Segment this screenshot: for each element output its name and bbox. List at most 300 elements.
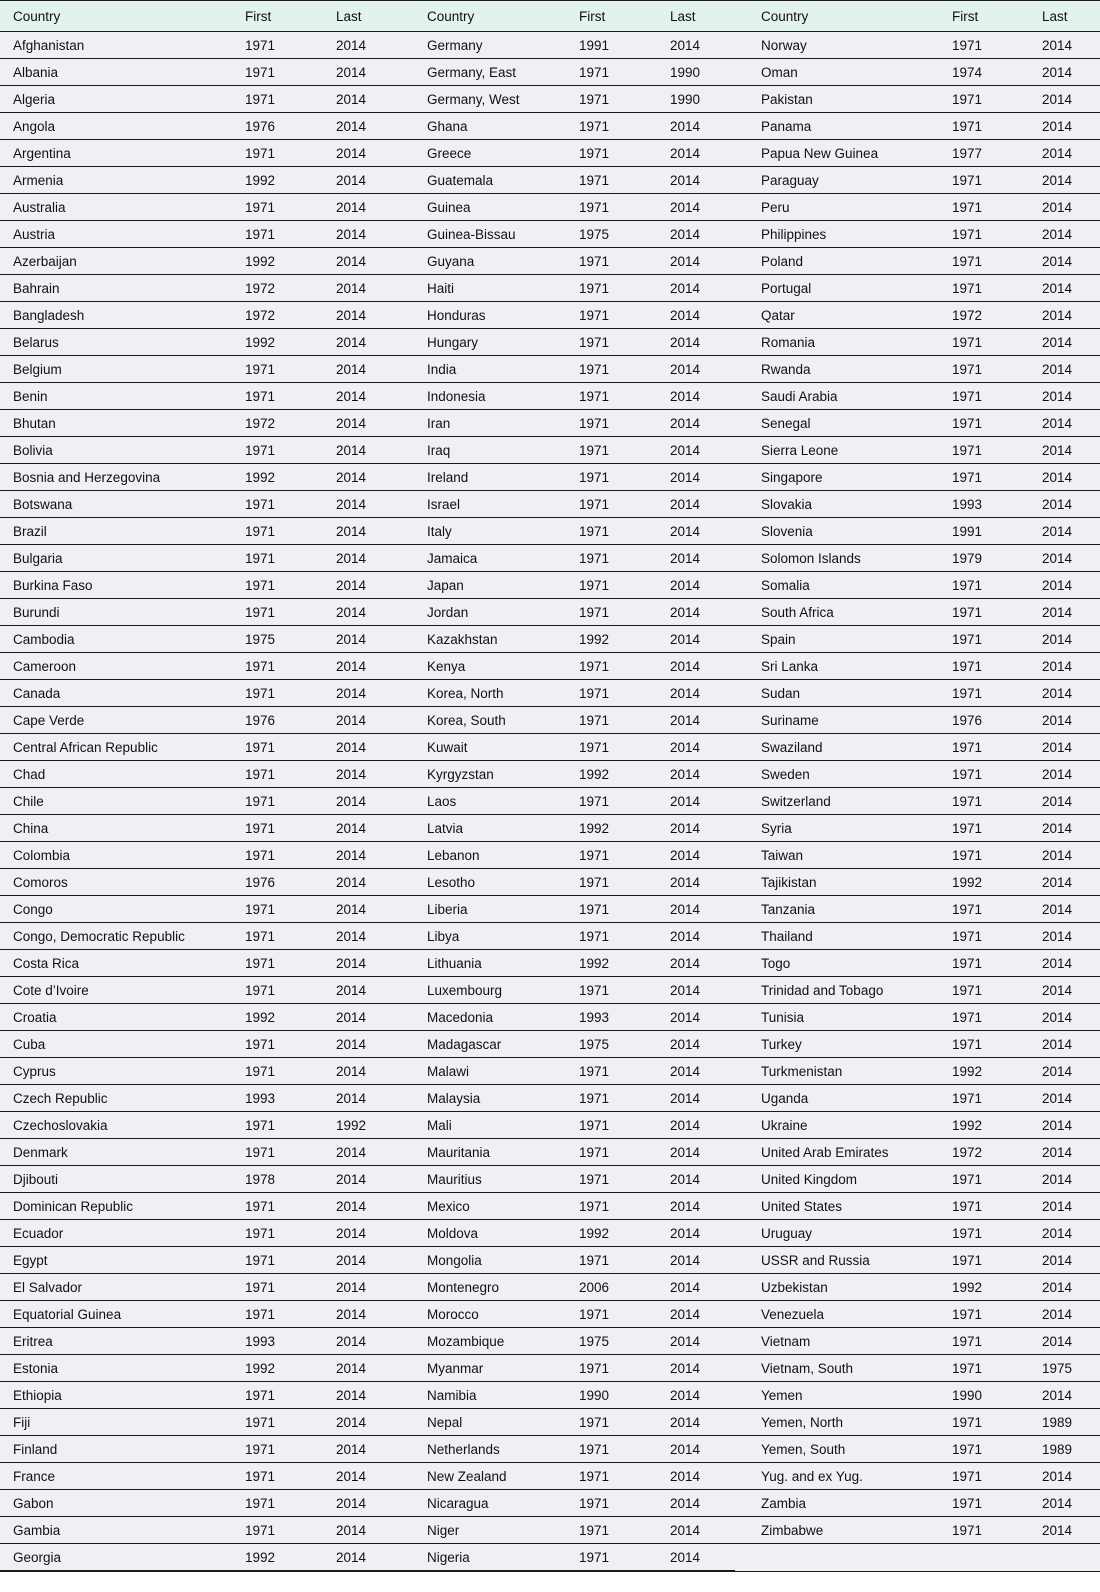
first-cell: 1971 [579, 713, 610, 728]
last-cell: 2014 [1042, 497, 1073, 512]
country-cell: Solomon Islands [761, 551, 861, 566]
country-cell: Liberia [427, 902, 468, 917]
first-cell: 1971 [579, 119, 610, 134]
table-row [0, 977, 1100, 1004]
first-cell: 1971 [579, 1496, 610, 1511]
first-cell: 1971 [245, 200, 276, 215]
table-row [0, 1220, 1100, 1247]
country-cell: Mauritius [427, 1172, 482, 1187]
first-cell: 1971 [245, 686, 276, 701]
country-cell: Paraguay [761, 173, 819, 188]
last-cell: 2014 [670, 1307, 701, 1322]
first-cell: 1974 [952, 65, 983, 80]
first-cell: 1975 [579, 227, 610, 242]
first-cell: 1971 [245, 1064, 276, 1079]
first-cell: 1978 [245, 1172, 276, 1187]
last-cell: 2014 [336, 983, 367, 998]
first-cell: 1971 [952, 1442, 983, 1457]
table-row [0, 1193, 1100, 1220]
country-cell: Norway [761, 38, 807, 53]
last-cell: 2014 [670, 551, 701, 566]
country-cell: Moldova [427, 1226, 479, 1241]
last-cell: 2014 [1042, 1226, 1073, 1241]
header-first-2: First [579, 8, 606, 24]
country-cell: Slovakia [761, 497, 813, 512]
table-row [0, 1247, 1100, 1274]
first-cell: 1971 [579, 1091, 610, 1106]
first-cell: 1971 [579, 578, 610, 593]
last-cell: 2014 [336, 497, 367, 512]
first-cell: 1971 [245, 821, 276, 836]
table-row [0, 1058, 1100, 1085]
table-bottom-border [0, 1571, 1100, 1572]
last-cell: 2014 [1042, 1334, 1073, 1349]
country-cell: Vietnam [761, 1334, 811, 1349]
country-cell: Uzbekistan [761, 1280, 828, 1295]
country-cell: Uganda [761, 1091, 809, 1106]
last-cell: 2014 [336, 767, 367, 782]
country-cell: Mongolia [427, 1253, 482, 1268]
country-cell: Madagascar [427, 1037, 502, 1052]
table-row [0, 1274, 1100, 1301]
last-cell: 2014 [336, 902, 367, 917]
table-row [0, 923, 1100, 950]
last-cell: 2014 [670, 605, 701, 620]
last-cell: 2014 [670, 929, 701, 944]
country-cell: Bangladesh [13, 308, 85, 323]
first-cell: 1971 [245, 1199, 276, 1214]
first-cell: 1972 [245, 308, 276, 323]
last-cell: 2014 [336, 146, 367, 161]
last-cell: 2014 [336, 443, 367, 458]
country-cell: Latvia [427, 821, 464, 836]
country-cell: Kenya [427, 659, 466, 674]
first-cell: 1971 [579, 1415, 610, 1430]
country-cell: United States [761, 1199, 843, 1214]
first-cell: 1971 [579, 470, 610, 485]
first-cell: 1971 [579, 902, 610, 917]
country-cell: Rwanda [761, 362, 811, 377]
first-cell: 1992 [952, 1280, 983, 1295]
first-cell: 1971 [579, 1307, 610, 1322]
first-cell: 1971 [579, 1523, 610, 1538]
first-cell: 1971 [245, 767, 276, 782]
last-cell: 2014 [1042, 821, 1073, 836]
country-cell: Switzerland [761, 794, 831, 809]
first-cell: 1971 [579, 1064, 610, 1079]
table-row [0, 491, 1100, 518]
last-cell: 2014 [670, 1280, 701, 1295]
last-cell: 2014 [1042, 713, 1073, 728]
last-cell: 2014 [670, 443, 701, 458]
first-cell: 1971 [245, 551, 276, 566]
last-cell: 2014 [336, 119, 367, 134]
country-cell: Sierra Leone [761, 443, 839, 458]
first-cell: 1971 [579, 1442, 610, 1457]
first-cell: 1971 [952, 740, 983, 755]
last-cell: 2014 [670, 686, 701, 701]
first-cell: 1992 [245, 1550, 276, 1565]
table-row [0, 599, 1100, 626]
header-first-3: First [952, 8, 979, 24]
header-country-3: Country [761, 8, 809, 24]
first-cell: 1971 [952, 1091, 983, 1106]
table-row [0, 707, 1100, 734]
last-cell: 2014 [670, 1064, 701, 1079]
first-cell: 1992 [245, 254, 276, 269]
first-cell: 1971 [579, 65, 610, 80]
last-cell: 2014 [336, 389, 367, 404]
first-cell: 1991 [952, 524, 983, 539]
last-cell: 2014 [670, 983, 701, 998]
table-row [0, 1004, 1100, 1031]
header-last-3: Last [1042, 8, 1068, 24]
first-cell: 1971 [952, 119, 983, 134]
country-cell: Germany, West [427, 92, 520, 107]
last-cell: 2014 [670, 200, 701, 215]
last-cell: 2014 [1042, 1199, 1073, 1214]
country-cell: Tunisia [761, 1010, 805, 1025]
country-cell: Estonia [13, 1361, 59, 1376]
last-cell: 1990 [670, 65, 701, 80]
last-cell: 2014 [336, 1469, 367, 1484]
first-cell: 1971 [579, 794, 610, 809]
last-cell: 2014 [336, 38, 367, 53]
last-cell: 2014 [670, 1469, 701, 1484]
last-cell: 2014 [1042, 1307, 1073, 1322]
first-cell: 1971 [245, 1496, 276, 1511]
last-cell: 2014 [670, 767, 701, 782]
country-cell: Finland [13, 1442, 58, 1457]
last-cell: 2014 [670, 146, 701, 161]
table-row [0, 329, 1100, 356]
table-row [0, 653, 1100, 680]
country-cell: Bhutan [13, 416, 56, 431]
last-cell: 2014 [1042, 740, 1073, 755]
last-cell: 2014 [670, 389, 701, 404]
first-cell: 1971 [579, 362, 610, 377]
country-cell: Costa Rica [13, 956, 80, 971]
last-cell: 2014 [336, 686, 367, 701]
first-cell: 1971 [579, 200, 610, 215]
last-cell: 2014 [336, 1064, 367, 1079]
table-row [0, 626, 1100, 653]
last-cell: 2014 [670, 416, 701, 431]
first-cell: 1971 [579, 875, 610, 890]
country-cell: Luxembourg [427, 983, 503, 998]
table-row [0, 383, 1100, 410]
last-cell: 2014 [336, 1091, 367, 1106]
first-cell: 1971 [245, 1253, 276, 1268]
country-cell: Congo [13, 902, 53, 917]
country-cell: Thailand [761, 929, 813, 944]
country-cell: Gabon [13, 1496, 54, 1511]
first-cell: 1972 [245, 281, 276, 296]
last-cell: 2014 [670, 875, 701, 890]
table-row [0, 815, 1100, 842]
last-cell: 2014 [670, 821, 701, 836]
first-cell: 1976 [245, 713, 276, 728]
table-row [0, 59, 1100, 86]
last-cell: 2014 [670, 308, 701, 323]
last-cell: 2014 [1042, 227, 1073, 242]
country-cell: Venezuela [761, 1307, 825, 1322]
last-cell: 2014 [1042, 794, 1073, 809]
last-cell: 2014 [1042, 1145, 1073, 1160]
last-cell: 2014 [336, 92, 367, 107]
first-cell: 1975 [579, 1037, 610, 1052]
table-row [0, 248, 1100, 275]
country-cell: Belgium [13, 362, 62, 377]
first-cell: 1971 [952, 389, 983, 404]
last-cell: 2014 [670, 1442, 701, 1457]
table-row [0, 194, 1100, 221]
last-cell: 2014 [1042, 524, 1073, 539]
first-cell: 1971 [245, 65, 276, 80]
last-cell: 2014 [670, 1091, 701, 1106]
last-cell: 2014 [336, 821, 367, 836]
last-cell: 2014 [336, 524, 367, 539]
first-cell: 1971 [245, 1226, 276, 1241]
first-cell: 1971 [952, 1010, 983, 1025]
country-cell: Oman [761, 65, 798, 80]
last-cell: 2014 [1042, 956, 1073, 971]
country-cell: Comoros [13, 875, 68, 890]
last-cell: 2014 [336, 1037, 367, 1052]
last-cell: 2014 [1042, 1091, 1073, 1106]
last-cell: 2014 [670, 1334, 701, 1349]
country-cell: Macedonia [427, 1010, 494, 1025]
country-cell: Romania [761, 335, 816, 350]
country-cell: Zambia [761, 1496, 807, 1511]
first-cell: 1993 [579, 1010, 610, 1025]
table-row [0, 1355, 1100, 1382]
country-cell: Chile [13, 794, 44, 809]
country-cell: Germany, East [427, 65, 517, 80]
last-cell: 2014 [1042, 281, 1073, 296]
first-cell: 1971 [579, 848, 610, 863]
first-cell: 1992 [579, 632, 610, 647]
first-cell: 1971 [245, 1523, 276, 1538]
last-cell: 2014 [1042, 1469, 1073, 1484]
first-cell: 1971 [245, 362, 276, 377]
last-cell: 2014 [1042, 65, 1073, 80]
table-row [0, 1436, 1100, 1463]
table-row [0, 302, 1100, 329]
last-cell: 2014 [336, 875, 367, 890]
last-cell: 2014 [336, 1253, 367, 1268]
first-cell: 1971 [579, 497, 610, 512]
country-cell: Turkmenistan [761, 1064, 843, 1079]
country-cell: Equatorial Guinea [13, 1307, 122, 1322]
country-cell: Malawi [427, 1064, 470, 1079]
last-cell: 2014 [1042, 362, 1073, 377]
last-cell: 2014 [1042, 1388, 1073, 1403]
last-cell: 2014 [1042, 173, 1073, 188]
last-cell: 2014 [336, 632, 367, 647]
last-cell: 2014 [670, 1199, 701, 1214]
first-cell: 1992 [245, 1361, 276, 1376]
country-cell: Mali [427, 1118, 452, 1133]
table-row [0, 1301, 1100, 1328]
country-cell: Lesotho [427, 875, 476, 890]
first-cell: 1971 [579, 1172, 610, 1187]
first-cell: 1971 [245, 443, 276, 458]
first-cell: 1971 [952, 38, 983, 53]
last-cell: 2014 [336, 551, 367, 566]
table-row [0, 734, 1100, 761]
country-cell: China [13, 821, 49, 836]
country-cell: Fiji [13, 1415, 31, 1430]
country-cell: Lebanon [427, 848, 480, 863]
table-row [0, 842, 1100, 869]
country-cell: Yug. and ex Yug. [761, 1469, 863, 1484]
last-cell: 1992 [336, 1118, 367, 1133]
country-cell: Morocco [427, 1307, 479, 1322]
last-cell: 2014 [1042, 443, 1073, 458]
first-cell: 2006 [579, 1280, 610, 1295]
country-cell: Albania [13, 65, 59, 80]
country-cell: Cyprus [13, 1064, 56, 1079]
table-row [0, 1463, 1100, 1490]
country-cell: Laos [427, 794, 457, 809]
table-row [0, 167, 1100, 194]
first-cell: 1993 [245, 1091, 276, 1106]
first-cell: 1971 [952, 1415, 983, 1430]
country-cell: Panama [761, 119, 812, 134]
first-cell: 1971 [579, 308, 610, 323]
first-cell: 1971 [245, 92, 276, 107]
country-cell: Sri Lanka [761, 659, 819, 674]
country-cell: Niger [427, 1523, 460, 1538]
country-cell: Slovenia [761, 524, 813, 539]
country-cell: Israel [427, 497, 461, 512]
country-cell: Philippines [761, 227, 827, 242]
first-cell: 1971 [952, 173, 983, 188]
country-cell: Egypt [13, 1253, 48, 1268]
header-first-1: First [245, 8, 272, 24]
first-cell: 1971 [579, 929, 610, 944]
country-cell: Austria [13, 227, 56, 242]
first-cell: 1971 [579, 281, 610, 296]
country-cell: Senegal [761, 416, 811, 431]
country-cell: Hungary [427, 335, 479, 350]
country-cell: Guinea [427, 200, 471, 215]
first-cell: 1971 [579, 1253, 610, 1268]
first-cell: 1971 [952, 686, 983, 701]
country-cell: Kazakhstan [427, 632, 498, 647]
table-row [0, 221, 1100, 248]
last-cell: 2014 [336, 929, 367, 944]
first-cell: 1992 [245, 470, 276, 485]
last-cell: 2014 [336, 1199, 367, 1214]
country-cell: Ireland [427, 470, 469, 485]
first-cell: 1971 [245, 227, 276, 242]
first-cell: 1971 [579, 416, 610, 431]
country-cell: Czechoslovakia [13, 1118, 108, 1133]
table-row [0, 113, 1100, 140]
last-cell: 1989 [1042, 1415, 1073, 1430]
table-row [0, 1328, 1100, 1355]
first-cell: 1971 [952, 1496, 983, 1511]
last-cell: 2014 [336, 713, 367, 728]
last-cell: 2014 [1042, 1118, 1073, 1133]
country-cell: South Africa [761, 605, 834, 620]
first-cell: 1971 [579, 1469, 610, 1484]
last-cell: 2014 [336, 1496, 367, 1511]
first-cell: 1971 [579, 686, 610, 701]
first-cell: 1993 [245, 1334, 276, 1349]
country-cell: Peru [761, 200, 790, 215]
country-cell: Gambia [13, 1523, 61, 1538]
country-cell: Nigeria [427, 1550, 470, 1565]
last-cell: 2014 [670, 659, 701, 674]
first-cell: 1971 [952, 362, 983, 377]
country-cell: Spain [761, 632, 796, 647]
country-cell: Congo, Democratic Republic [13, 929, 185, 944]
first-cell: 1976 [952, 713, 983, 728]
country-cell: Guatemala [427, 173, 494, 188]
table-row [0, 950, 1100, 977]
first-cell: 1971 [579, 173, 610, 188]
country-cell: Togo [761, 956, 791, 971]
first-cell: 1992 [245, 335, 276, 350]
first-cell: 1975 [579, 1334, 610, 1349]
table-row [0, 86, 1100, 113]
country-cell: Sweden [761, 767, 810, 782]
table-row [0, 1409, 1100, 1436]
first-cell: 1971 [579, 389, 610, 404]
country-cell: Bahrain [13, 281, 60, 296]
last-cell: 2014 [1042, 875, 1073, 890]
country-cell: Cote d’Ivoire [13, 983, 89, 998]
last-cell: 2014 [670, 1226, 701, 1241]
last-cell: 2014 [1042, 1037, 1073, 1052]
table-row [0, 680, 1100, 707]
country-cell: Georgia [13, 1550, 62, 1565]
last-cell: 2014 [336, 605, 367, 620]
last-cell: 2014 [336, 362, 367, 377]
first-cell: 1971 [952, 983, 983, 998]
first-cell: 1971 [952, 632, 983, 647]
last-cell: 2014 [336, 227, 367, 242]
first-cell: 1971 [952, 794, 983, 809]
first-cell: 1971 [245, 578, 276, 593]
first-cell: 1991 [579, 38, 610, 53]
first-cell: 1971 [245, 794, 276, 809]
header-country-2: Country [427, 8, 475, 24]
first-cell: 1975 [245, 632, 276, 647]
first-cell: 1971 [952, 605, 983, 620]
table-row [0, 1490, 1100, 1517]
country-cell: Portugal [761, 281, 812, 296]
first-cell: 1971 [952, 1523, 983, 1538]
first-cell: 1971 [579, 983, 610, 998]
table-row [0, 1139, 1100, 1166]
country-cell: Guyana [427, 254, 475, 269]
first-cell: 1971 [245, 38, 276, 53]
first-cell: 1971 [952, 578, 983, 593]
country-cell: Ghana [427, 119, 468, 134]
first-cell: 1971 [952, 1172, 983, 1187]
country-cell: Tajikistan [761, 875, 817, 890]
first-cell: 1971 [579, 524, 610, 539]
country-cell: United Arab Emirates [761, 1145, 889, 1160]
country-cell: United Kingdom [761, 1172, 858, 1187]
country-cell: Mexico [427, 1199, 470, 1214]
table-row [0, 1166, 1100, 1193]
last-cell: 2014 [670, 173, 701, 188]
